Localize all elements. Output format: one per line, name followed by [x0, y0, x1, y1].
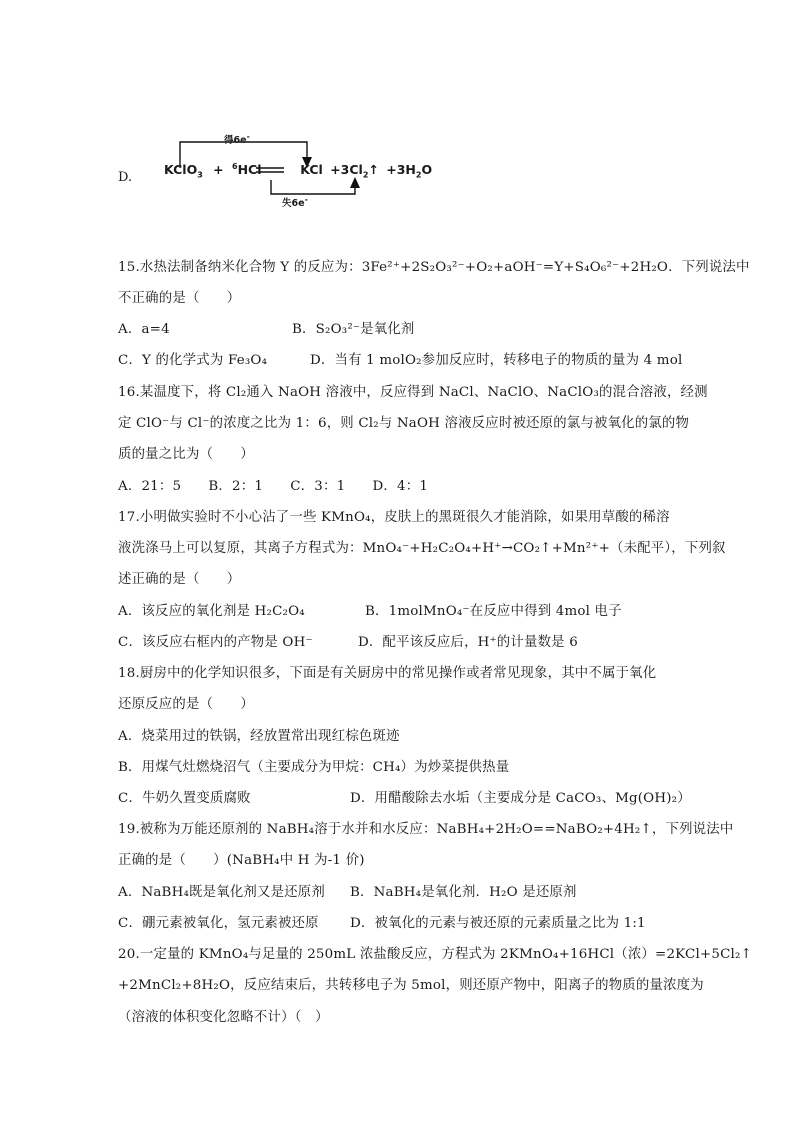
q17-option-a: A．该反应的氧化剂是 H₂C₂O₄ — [118, 604, 305, 619]
q15-option-d: D．当有 1 molO₂参加反应时，转移电子的物质的量为 4 mol — [310, 353, 683, 368]
q20-stem-line2: +2MnCl₂+8H₂O，反应结束后，共转移电子为 5mol，则还原产物中，阳离子的物质的量浓度为 — [118, 978, 704, 993]
q18-option-a: A．烧菜用过的铁锅，经放置常出现红棕色斑迹 — [118, 729, 400, 744]
q17-stem-line2: 液洗涤马上可以复原，其离子方程式为：MnO₄⁻+H₂C₂O₄+H⁺→CO₂↑+Mn²⁺+（未配平），下列叙 — [118, 541, 726, 556]
q17-option-c: C．该反应右框内的产物是 OH⁻ — [118, 635, 313, 650]
q18-option-b: B．用煤气灶燃烧沼气（主要成分为甲烷：CH₄）为炒菜提供热量 — [118, 760, 510, 775]
q17-stem-line3: 述正确的是（ ） — [118, 572, 241, 587]
q19-option-c: C．硼元素被氧化，氢元素被还原 — [118, 916, 319, 931]
q15-option-b: B．S₂O₃²⁻是氧化剂 — [292, 322, 415, 337]
option-d-label: D. — [118, 170, 133, 185]
q15-stem-line2: 不正确的是（ ） — [118, 291, 241, 306]
q17-stem-line1: 17.小明做实验时不小心沾了一些 KMnO₄，皮肤上的黑斑很久才能消除，如果用草酸的稀溶 — [118, 510, 670, 525]
q18-stem-line2: 还原反应的是（ ） — [118, 697, 254, 712]
q16-options: A．21：5 B．2：1 C．3：1 D．4：1 — [118, 479, 429, 494]
q15-option-a: A．a=4 — [118, 322, 170, 337]
q16-stem-line2: 定 ClO⁻与 Cl⁻的浓度之比为 1：6，则 Cl₂与 NaOH 溶液反应时被还原的氯与被氧化的氯的物 — [118, 416, 690, 431]
q17-option-b: B．1molMnO₄⁻在反应中得到 4mol 电子 — [365, 604, 622, 619]
gain-electrons-label: 得6e- — [224, 131, 250, 146]
q18-option-c: C．牛奶久置变质腐败 — [118, 791, 251, 806]
q19-stem-line1: 19.被称为万能还原剂的 NaBH₄溶于水并和水反应：NaBH₄+2H₂O==NaBO₂+4H₂↑，下列说法中 — [118, 822, 734, 837]
lose-bracket-line — [271, 180, 355, 194]
q20-stem-line1: 20.一定量的 KMnO₄与足量的 250mL 浓盐酸反应，方程式为 2KMnO₄+16HCl（浓）=2KCl+5Cl₂↑ — [118, 947, 752, 962]
q19-option-b: B．NaBH₄是氧化剂．H₂O 是还原剂 — [350, 885, 577, 900]
q18-stem-line1: 18.厨房中的化学知识很多，下面是有关厨房中的常见操作或者常见现象，其中不属于氧化 — [118, 666, 657, 681]
electron-transfer-diagram — [118, 120, 438, 220]
lose-electrons-label: 失6e- — [282, 194, 308, 209]
q15-stem-line1: 15.水热法制备纳米化合物 Y 的反应为：3Fe²⁺+2S₂O₃²⁻+O₂+aOH⁻=Y+S₄O₆²⁻+2H₂O．下列说法中 — [118, 260, 750, 275]
q16-stem-line3: 质的量之比为（ ） — [118, 447, 254, 462]
q15-option-c: C．Y 的化学式为 Fe₃O₄ — [118, 353, 268, 368]
q19-option-a: A．NaBH₄既是氧化剂又是还原剂 — [118, 885, 325, 900]
lose-arrowhead — [350, 177, 360, 188]
q19-stem-line2: 正确的是（ ）(NaBH₄中 H 为-1 价) — [118, 853, 365, 868]
q20-stem-line3: （溶液的体积变化忽略不计）（ ） — [118, 1010, 329, 1025]
q16-stem-line1: 16.某温度下，将 Cl₂通入 NaOH 溶液中，反应得到 NaCl、NaClO、NaClO₃的混合溶液，经测 — [118, 385, 708, 400]
q18-option-d: D．用醋酸除去水垢（主要成分是 CaCO₃、Mg(OH)₂） — [350, 791, 691, 806]
chemical-equation: KClO$_3$ + $^6$HCl KCl $+3Cl_2↑ +3H_2O$ — [164, 161, 433, 180]
q19-option-d: D．被氧化的元素与被还原的元素质量之比为 1:1 — [350, 916, 646, 931]
q17-option-d: D．配平该反应后，H⁺的计量数是 6 — [358, 635, 578, 650]
